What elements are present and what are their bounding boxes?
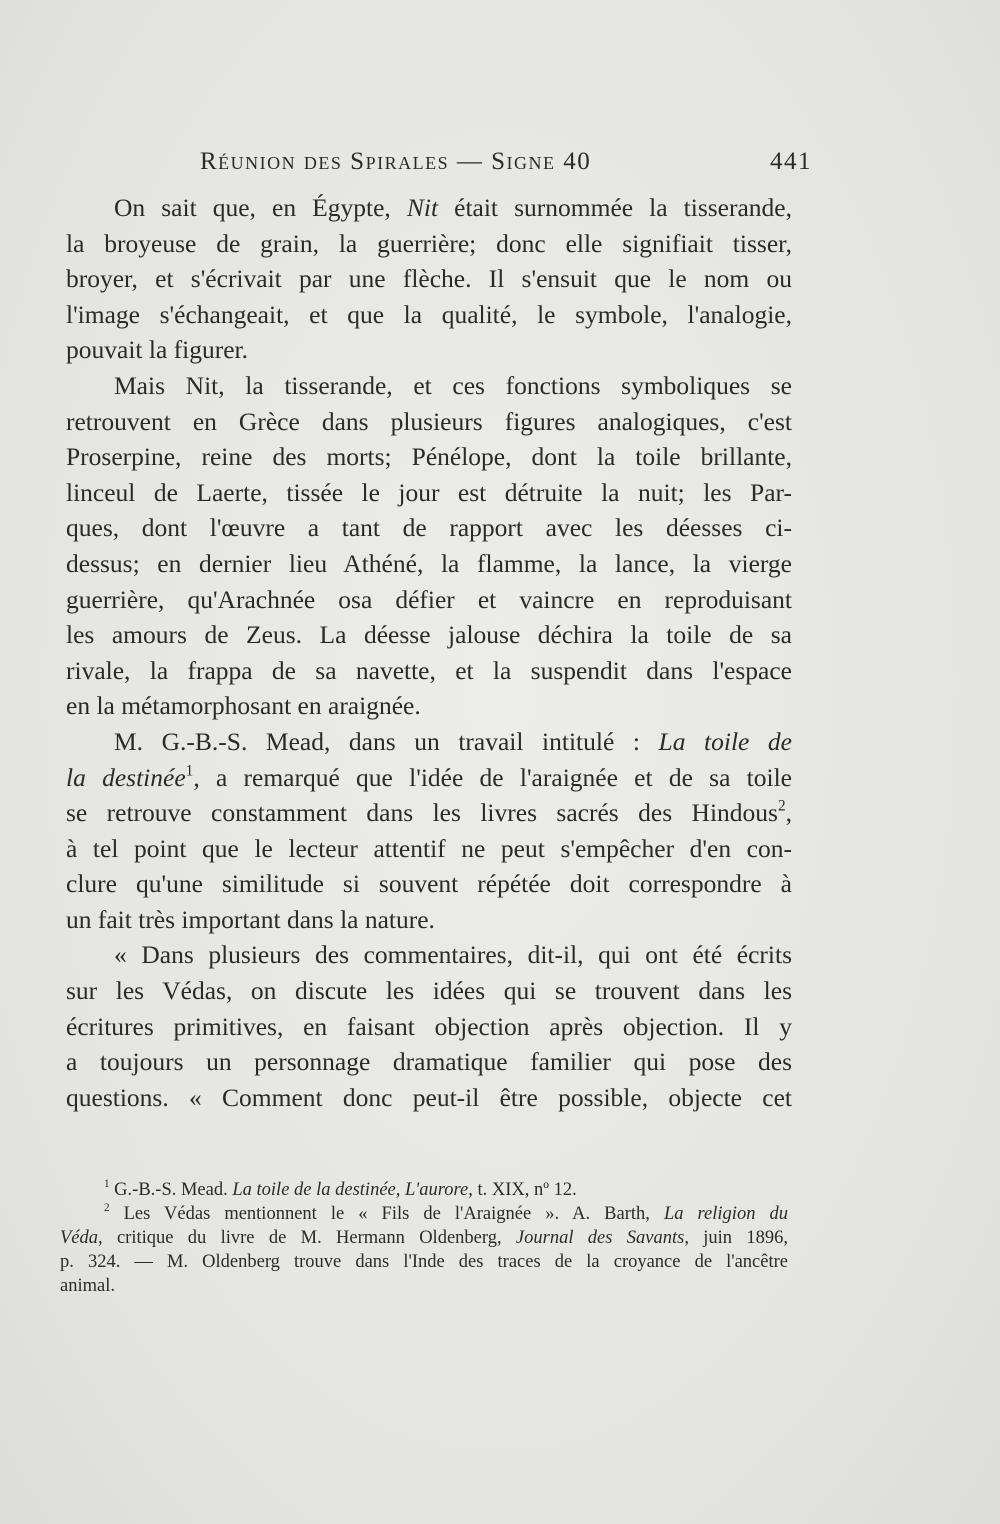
text-line: pouvait la figurer. xyxy=(66,335,248,365)
text-line: broyer, et s'écrivait par une flèche. Il s'ensuit que le nom ou xyxy=(66,264,792,294)
footnote-ref-2: 2 xyxy=(777,797,786,815)
text-line: écritures primitives, en faisant objection après objection. Il y xyxy=(66,1011,792,1041)
text-line: se retrouve constamment dans les livres sacrés des Hindous$^2$, xyxy=(66,797,792,828)
text-line: guerrière, qu'Arachnée osa défier et vaincre en reproduisant xyxy=(66,584,792,614)
page-number: 441 xyxy=(770,148,812,175)
text-line: linceul de Laerte, tissée le jour est détruite la nuit; les Par- xyxy=(66,477,792,507)
footnote-1: $^1$ G.-B.-S. Mead. La toile de la destinée, L'aurore, t. XIX, nº 12. xyxy=(104,1178,577,1200)
text-line: retrouvent en Grèce dans plusieurs figures analogiques, c'est xyxy=(66,406,792,436)
text-line: en la métamorphosant en araignée. xyxy=(66,691,421,721)
text-line: Mais Nit, la tisserande, et ces fonctions symboliques se xyxy=(114,370,792,400)
text-line: questions. « Comment donc peut-il être possible, objecte cet xyxy=(66,1082,792,1112)
text-line: clure qu'une similitude si souvent répétée doit correspondre à xyxy=(66,869,792,899)
page-header xyxy=(200,148,812,188)
text-line: ques, dont l'œuvre a tant de rapport avec les déesses ci- xyxy=(66,513,792,543)
text-line: M. G.-B.-S. Mead, dans un travail intitulé : La toile de xyxy=(114,726,792,756)
text-line: sur les Védas, on discute les idées qui se trouvent dans les xyxy=(66,976,792,1006)
text-line: rivale, la frappa de sa navette, et la suspendit dans l'espace xyxy=(66,655,792,685)
text-line: dessus; en dernier lieu Athéné, la flamme, la lance, la vierge xyxy=(66,548,792,578)
text-line: a toujours un personnage dramatique familier qui pose des xyxy=(66,1047,792,1077)
text-line: l'image s'échangeait, et que la qualité, le symbole, l'analogie, xyxy=(66,299,792,329)
text-line: « Dans plusieurs des commentaires, dit-il, qui ont été écrits xyxy=(114,940,792,970)
text-line: la destinée$^1$, a remarqué que l'idée de l'araignée et de sa toile xyxy=(66,761,792,792)
main-text xyxy=(66,190,792,1115)
text-line: On sait que, en Égypte, Nit était surnommée la tisserande, xyxy=(114,193,792,222)
text-line: la broyeuse de grain, la guerrière; donc elle signifiait tisser, xyxy=(66,228,792,258)
footnote-ref-1: 1 xyxy=(185,761,194,779)
text-line: un fait très important dans la nature. xyxy=(66,904,435,934)
text-line: à tel point que le lecteur attentif ne peut s'empêcher d'en con- xyxy=(66,833,792,863)
running-title: Réunion des Spirales — Signe 40 xyxy=(200,148,592,175)
footnotes xyxy=(60,1178,788,1298)
text-line: les amours de Zeus. La déesse jalouse déchira la toile de sa xyxy=(66,620,792,650)
text-line: Proserpine, reine des morts; Pénélope, dont la toile brillante, xyxy=(66,442,792,472)
footnote-2: $^2$ Les Védas mentionnent le « Fils de l'Araignée ». A. Barth, La religion du Véda, critique du livre de M. Hermann Oldenberg, Journal des Savants, juin 1896, p. 324. — M. Oldenberg trouve dans l'Inde des traces de la croyance de l'ancêtre animal. xyxy=(60,1202,789,1296)
